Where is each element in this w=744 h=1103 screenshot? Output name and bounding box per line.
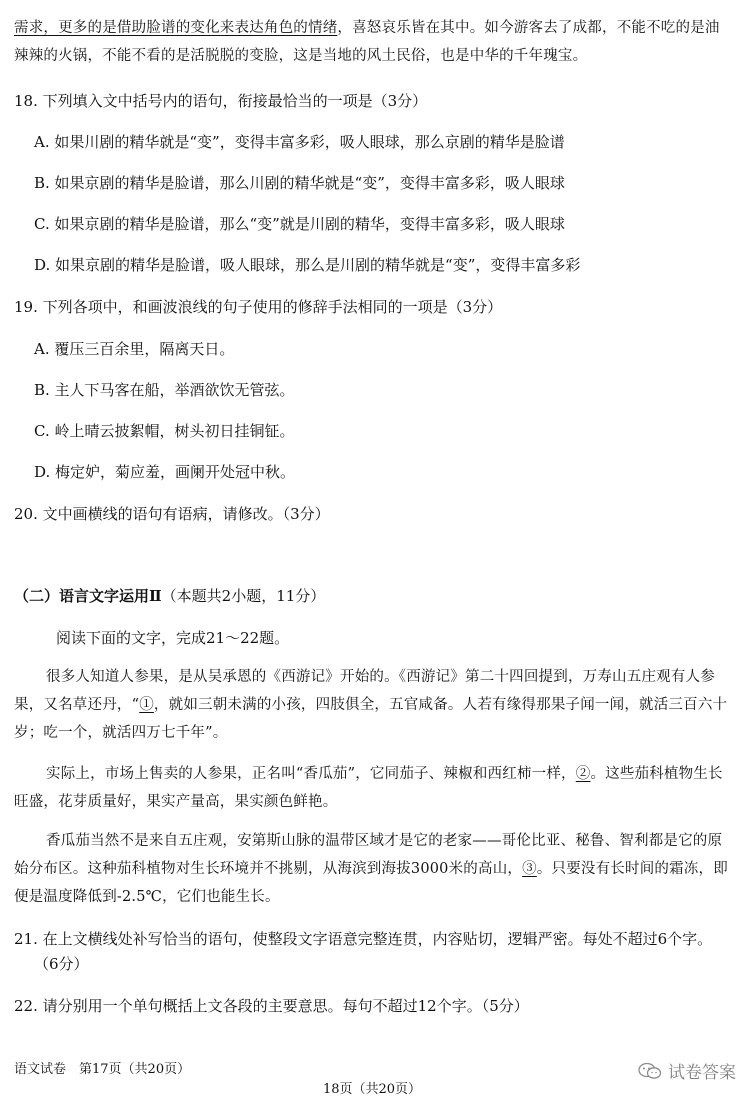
underlined-sentence: 需求，更多的是借助脸谱的变化来表达角色的情绪 bbox=[14, 20, 338, 36]
question-21-stem: 21. 在上文横线处补写恰当的语句，使整段文字语意完整连贯，内容贴切，逻辑严密。每处不超过6个字。 bbox=[14, 930, 713, 948]
section-2-title: （二）语言文字运用Ⅱ bbox=[14, 587, 162, 605]
passage-paragraph-3: 香瓜茄当然不是来自五庄观，安第斯山脉的温带区域才是它的老家——哥伦比亚、秘鲁、智利都是它的原始分布区。这种茄科植物对生长环境并不挑剔，从海滨到海拔3000米的高山，③。只要没有长时间的霜冻，即便是温度降低到-2.5℃，它们也能生长。 bbox=[14, 833, 728, 905]
q18-option-d: D. 如果京剧的精华是脸谱，吸人眼球，那么是川剧的精华就是“变”，变得丰富多彩 bbox=[34, 256, 581, 274]
watermark bbox=[638, 1058, 736, 1083]
wechat-icon bbox=[638, 1062, 662, 1080]
watermark-text: 试卷答案 bbox=[668, 1063, 736, 1083]
question-18-stem: 18. 下列填入文中括号内的语句，衔接最恰当的一项是（3分） bbox=[14, 92, 428, 110]
question-20-stem: 20. 文中画横线的语句有语病，请修改。（3分） bbox=[14, 505, 330, 523]
top-paragraph bbox=[14, 14, 730, 70]
q19-option-a: A. 覆压三百余里，隔离天日。 bbox=[34, 340, 235, 358]
blank-3: ③ bbox=[522, 861, 537, 877]
q18-option-c: C. 如果京剧的精华是脸谱，那么“变”就是川剧的精华，变得丰富多彩，吸人眼球 bbox=[34, 215, 565, 233]
q19-option-d: D. 梅定妒，菊应羞，画阑开处冠中秋。 bbox=[34, 463, 296, 481]
q19-option-c: C. 岭上晴云披絮帽，树头初日挂铜钲。 bbox=[34, 422, 295, 440]
question-22-stem: 22. 请分别用一个单句概括上文各段的主要意思。每句不超过12个字。（5分） bbox=[14, 997, 529, 1015]
section-2-note: （本题共2小题，11分） bbox=[161, 587, 326, 605]
q19-option-b: B. 主人下马客在船，举酒欲饮无管弦。 bbox=[34, 381, 295, 399]
blank-1: ① bbox=[139, 697, 154, 713]
top-paragraph-rest: ，喜怒哀乐皆在其中。如今游客去了成都，不能不吃的是油辣辣的火锅，不能不看的是活脱脱的变脸，这是当地的风土民俗，也是中华的千年瑰宝。 bbox=[14, 20, 720, 64]
footer-page-number: 18页（共20页） bbox=[322, 1082, 422, 1097]
passage-paragraph-1: 很多人知道人参果，是从吴承恩的《西游记》开始的。《西游记》第二十四回提到，万寿山五庄观有人参果，又名草还丹，“①，就如三朝未满的小孩，四肢俱全，五官咸备。人若有缘得那果子闻一闻，就活三百六十岁；吃一个，就活四万七千年”。 bbox=[14, 669, 728, 741]
section-2-instruction: 阅读下面的文字，完成21～22题。 bbox=[56, 629, 290, 647]
blank-2: ② bbox=[575, 766, 591, 782]
question-21-score: （6分） bbox=[34, 955, 89, 973]
q18-option-a: A. 如果川剧的精华就是“变”，变得丰富多彩，吸人眼球，那么京剧的精华是脸谱 bbox=[34, 133, 565, 151]
footer-page-label: 语文试卷 第17页（共20页） bbox=[14, 1062, 191, 1077]
q18-option-b: B. 如果京剧的精华是脸谱，那么川剧的精华就是“变”，变得丰富多彩，吸人眼球 bbox=[34, 174, 565, 192]
section-2-heading bbox=[14, 585, 325, 606]
question-19-stem: 19. 下列各项中，和画波浪线的句子使用的修辞手法相同的一项是（3分） bbox=[14, 298, 503, 316]
passage-paragraph-2: 实际上，市场上售卖的人参果，正名叫“香瓜茄”，它同茄子、辣椒和西红柿一样，②。这些茄科植物生长旺盛，花芽质量好，果实产量高，果实颜色鲜艳。 bbox=[14, 766, 723, 810]
